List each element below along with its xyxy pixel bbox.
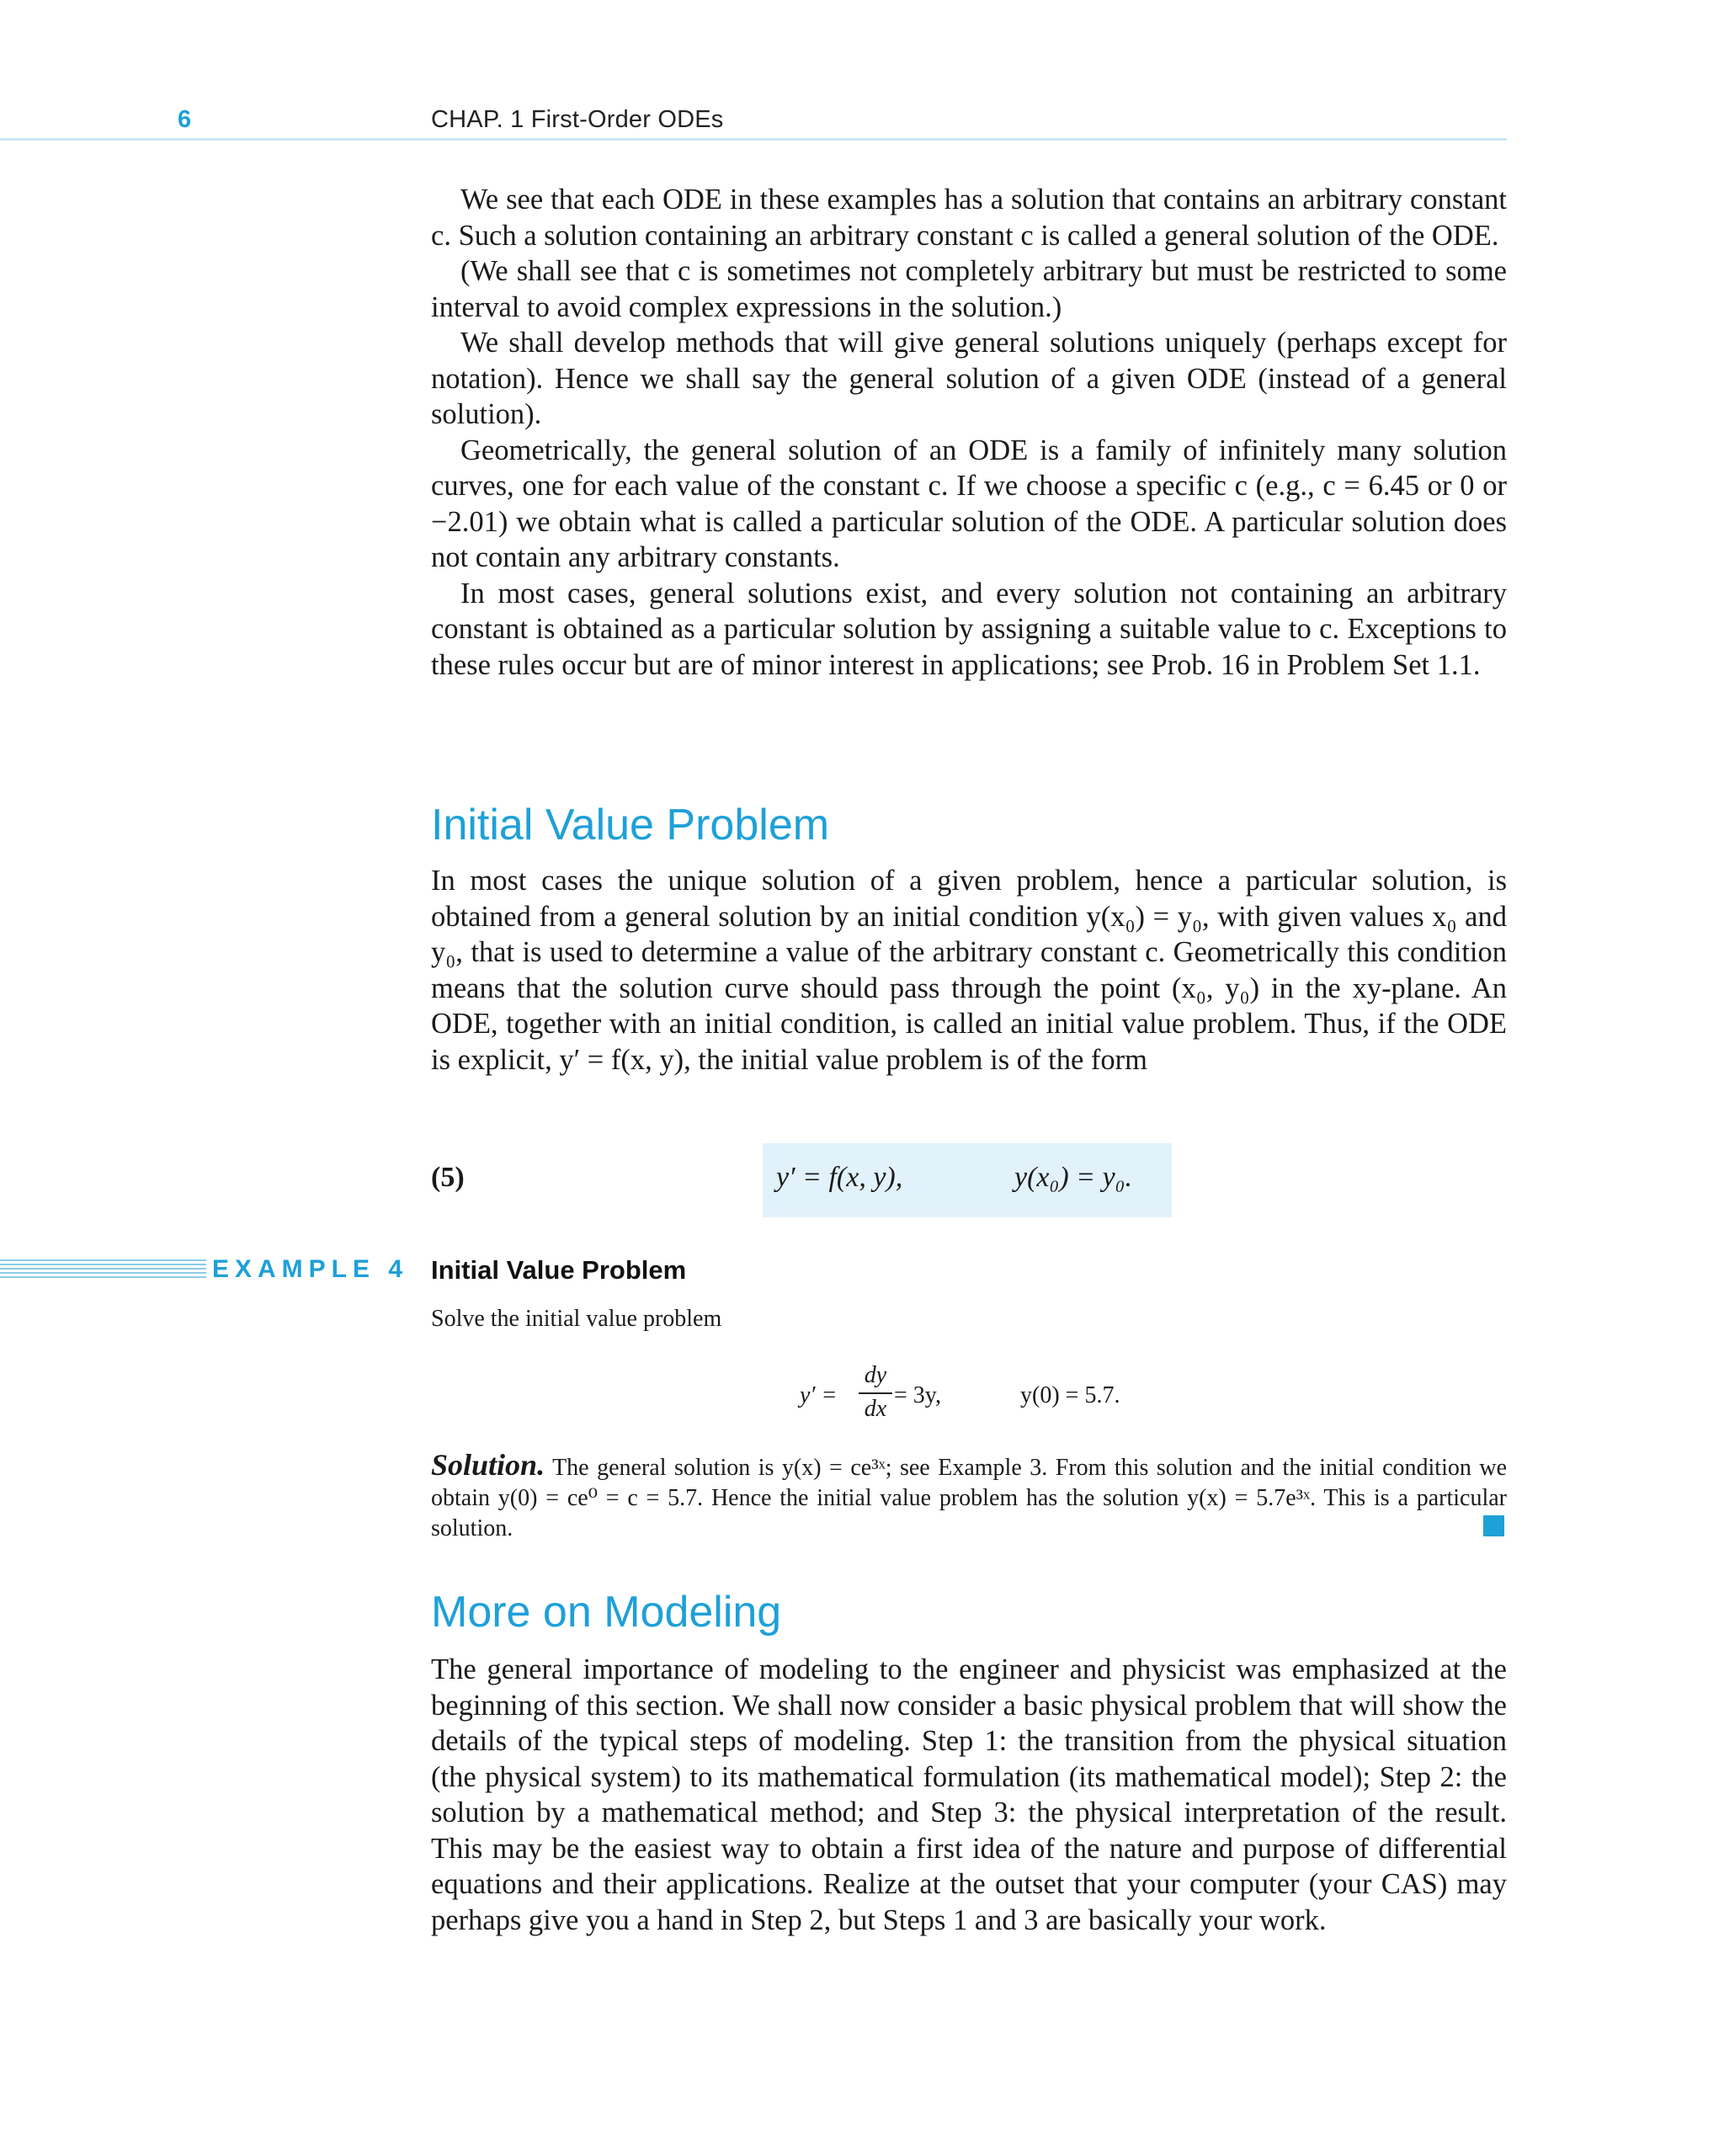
paragraph: In most cases the unique solution of a given problem, hence a particular solution, is obtained from a general solution by an initial condition y(x₀) = y₀, with given values x₀ and y₀, that is used to determine a value of the arbitrary constant c. Geometrically this condition means that the solution curve should pass through the point (x₀, y₀) in the xy-plane. An ODE, together with an initial condition, is called an initial value problem. Thus, if the ODE is explicit, y′ = f(x, y), the initial value problem is of the form — [431, 865, 1507, 1076]
paragraph: Geometrically, the general solution of an ODE is a family of infinitely many solution curves, one for each value of the constant c. If we choose a specific c (e.g., c = 6.45 or 0 or −2.01) we obtain what is called a particular solution of the ODE. A particular solution does not contain any arbitrary constants. — [431, 434, 1507, 573]
paragraph: In most cases, general solutions exist, and every solution not containing an arbitrary constant is obtained as a particular solution by assigning a suitable value to c. Exceptions to these rules occur but are of minor interest in applications; see Prob. 16 in Problem Set 1.1. — [431, 577, 1507, 681]
running-head: CHAP. 1 First-Order ODEs — [431, 106, 724, 133]
paragraph: (We shall see that c is sometimes not completely arbitrary but must be restricted to some interval to avoid complex expressions in the solution.) — [431, 255, 1507, 323]
example-title: Initial Value Problem — [431, 1255, 687, 1285]
fraction-bar — [859, 1392, 892, 1394]
solution-text: The general solution is y(x) = ce³ˣ; see Example 3. From this solution and the initial condition we obtain y(0) = ce⁰ = c = 5.7. Hence the initial value problem has the solution y(x) = 5.7e³ˣ. This is a particular solution. — [431, 1455, 1507, 1541]
paragraph: We shall develop methods that will give general solutions uniquely (perhaps except for notation). Hence we shall say the general solution of a given ODE (instead of a general solution). — [431, 327, 1507, 430]
header-rule — [0, 138, 1507, 141]
page-number: 6 — [178, 106, 192, 133]
example-label: EXAMPLE 4 — [212, 1255, 409, 1283]
display-lhs: y′ = — [800, 1382, 838, 1408]
solution-paragraph — [431, 1450, 1507, 1544]
example-prompt: Solve the initial value problem — [431, 1306, 722, 1332]
section-heading-more-on-modeling: More on Modeling — [431, 1588, 782, 1637]
paragraph: We see that each ODE in these examples has a solution that contains an arbitrary constant c. Such a solution containing an arbitrary constant c is called a general solution of the ODE. — [431, 184, 1507, 252]
fraction-numerator: dy — [864, 1362, 887, 1388]
example-marker-lines — [0, 1259, 206, 1278]
display-fraction — [859, 1362, 892, 1423]
display-initial-condition: y(0) = 5.7. — [1020, 1382, 1120, 1408]
paragraph: The general importance of modeling to the engineer and physicist was emphasized at the beginning of this section. We shall now consider a basic physical problem that will show the details of the typical steps of modeling. Step 1: the transition from the physical situation (the physical system) to its mathematical formulation (its mathematical model); Step 2: the solution by a mathematical method; and Step 3: the physical interpretation of the result. This may be the easiest way to obtain a first idea of the nature and purpose of differential equations and their applications. Realize at the outset that your computer (your CAS) may perhaps give you a hand in Step 2, but Steps 1 and 3 are basically your work. — [431, 1653, 1507, 1936]
end-of-example-marker — [1483, 1515, 1504, 1536]
ivp-text — [431, 863, 1507, 1078]
intro-text — [431, 182, 1507, 683]
display-rhs: = 3y, — [894, 1382, 941, 1408]
equation-ode: y′ = f(x, y), — [776, 1162, 903, 1193]
section-heading-initial-value-problem: Initial Value Problem — [431, 801, 830, 849]
fraction-denominator: dx — [864, 1396, 887, 1422]
modeling-text — [431, 1652, 1507, 1938]
solution-label: Solution. — [431, 1448, 545, 1482]
equation-initial-condition: y(x₀) = y₀. — [1014, 1162, 1133, 1193]
equation-number: (5) — [431, 1162, 465, 1193]
